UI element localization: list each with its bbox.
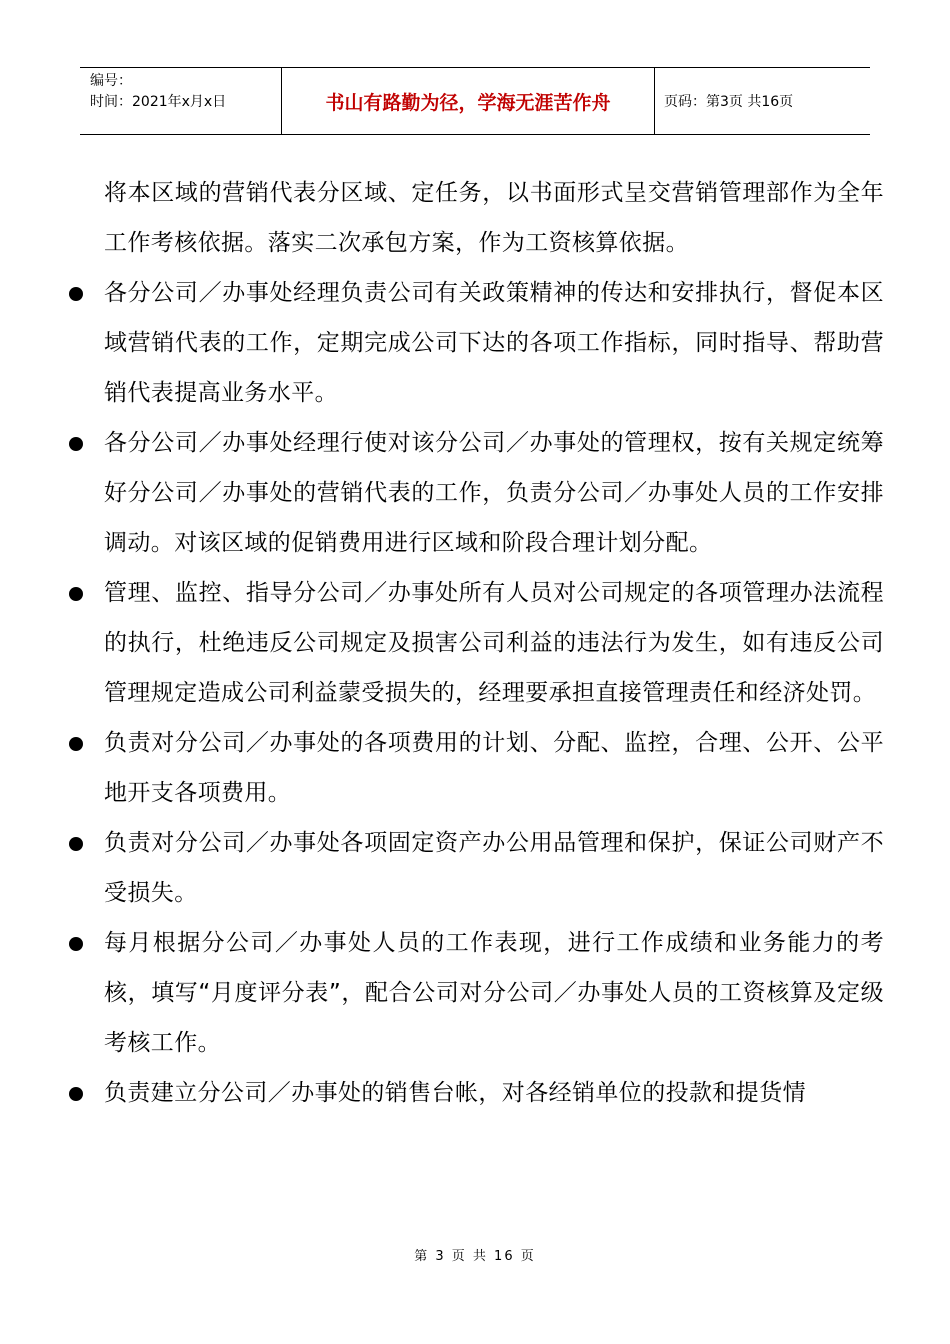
bullet-paragraph: [0, 568, 884, 718]
document-body: [0, 168, 950, 1118]
document-number-label: 编号：: [90, 73, 132, 89]
header-motto-cell: [282, 68, 655, 134]
bullet-paragraph: [0, 718, 884, 818]
bullet-dot-icon: [69, 837, 83, 851]
bullet-paragraph: [0, 418, 884, 568]
paragraph-text: 负责对分公司／办事处各项固定资产办公用品管理和保护，保证公司财产不受损失。: [104, 830, 884, 906]
page-header: [80, 67, 870, 135]
header-motto: 书山有路勤为径，学海无涯苦作舟: [325, 91, 611, 114]
paragraph-text: 负责建立分公司／办事处的销售台帐，对各经销单位的投款和提货情: [104, 1080, 806, 1106]
bullet-dot-icon: [69, 1087, 83, 1101]
document-time-label: 时间：2021年x月x日: [90, 94, 227, 110]
bullet-paragraph: [0, 918, 884, 1068]
bullet-dot-icon: [69, 587, 83, 601]
bullet-dot-icon: [69, 937, 83, 951]
page-footer: [0, 1245, 950, 1264]
bullet-dot-icon: [69, 437, 83, 451]
footer-page-number: 第 3 页 共 16 页: [414, 1249, 536, 1264]
paragraph-text: 各分公司／办事处经理行使对该分公司／办事处的管理权，按有关规定统筹好分公司／办事处的营销代表的工作，负责分公司／办事处人员的工作安排调动。对该区域的促销费用进行区域和阶段合理计划分配。: [104, 430, 884, 556]
paragraph-text: 将本区域的营销代表分区域、定任务，以书面形式呈交营销管理部作为全年工作考核依据。落实二次承包方案，作为工资核算依据。: [104, 180, 884, 256]
bullet-paragraph: [0, 268, 884, 418]
header-meta-cell: [80, 68, 282, 134]
paragraph-text: 每月根据分公司／办事处人员的工作表现，进行工作成绩和业务能力的考核，填写“月度评分表”，配合公司对分公司／办事处人员的工资核算及定级考核工作。: [104, 930, 884, 1056]
paragraph: [0, 168, 884, 268]
bullet-dot-icon: [69, 737, 83, 751]
bullet-paragraph: [0, 1068, 884, 1118]
paragraph-text: 管理、监控、指导分公司／办事处所有人员对公司规定的各项管理办法流程的执行，杜绝违反公司规定及损害公司利益的违法行为发生，如有违反公司管理规定造成公司利益蒙受损失的，经理要承担直接管理责任和经济处罚。: [104, 580, 884, 706]
header-page-info: 页码：第3页 共16页: [664, 94, 794, 110]
header-page-cell: [655, 68, 870, 134]
bullet-dot-icon: [69, 287, 83, 301]
paragraph-text: 各分公司／办事处经理负责公司有关政策精神的传达和安排执行，督促本区域营销代表的工作，定期完成公司下达的各项工作指标，同时指导、帮助营销代表提高业务水平。: [104, 280, 884, 406]
bullet-paragraph: [0, 818, 884, 918]
paragraph-text: 负责对分公司／办事处的各项费用的计划、分配、监控，合理、公开、公平地开支各项费用。: [104, 730, 884, 806]
